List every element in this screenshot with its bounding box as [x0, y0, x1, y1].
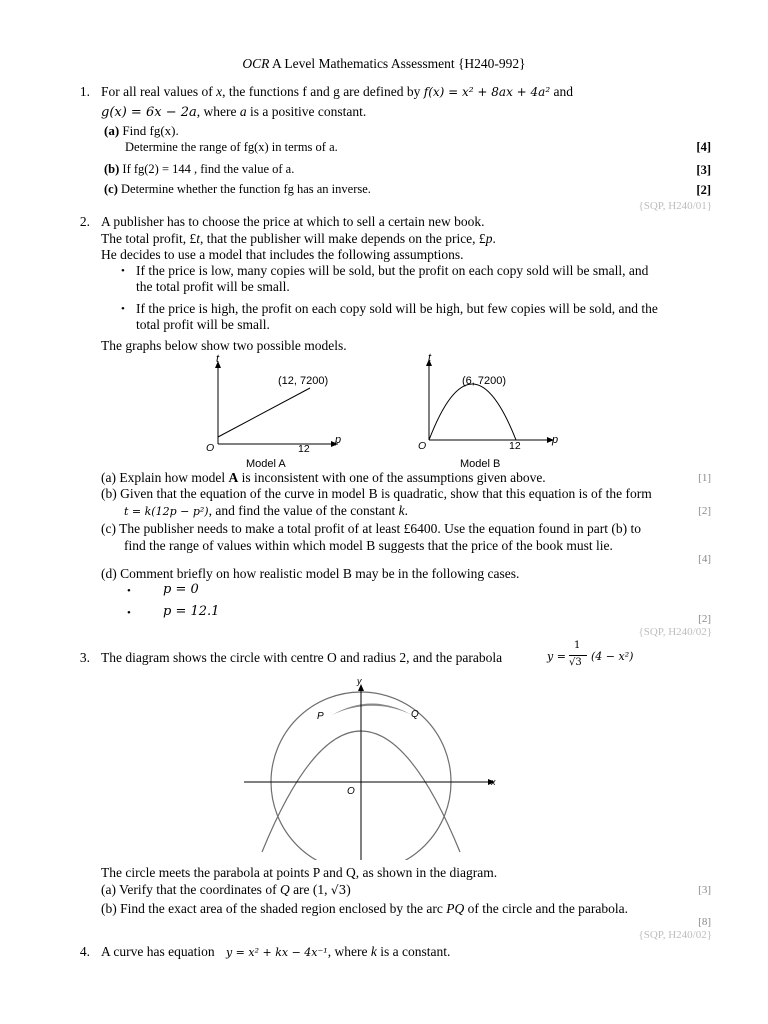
q2-part-c-line2: find the range of values within which model B suggests that the price of the book must lie. — [124, 538, 613, 553]
q2-part-d-mark: [2] — [698, 613, 711, 625]
q2-part-d: (d) Comment briefly on how realistic model B may be in the following cases. — [101, 566, 520, 581]
q2-line3: He decides to use a model that includes the following assumptions. — [101, 247, 464, 262]
point-q-label: Q — [411, 709, 419, 720]
axis-label-x: x — [491, 777, 496, 787]
q2-part-c-mark: [4] — [698, 553, 711, 565]
q2-assumption-1: If the price is low, many copies will be sold, but the profit on each copy sold will be small, and — [136, 263, 649, 278]
axis-label-t: t — [428, 352, 432, 364]
q3-part-b: (b) Find the exact area of the shaded region enclosed by the arc PQ of the circle and the parabola. — [101, 901, 629, 916]
axis-label-y: y — [357, 676, 362, 686]
point-label: (6, 7200) — [462, 375, 507, 387]
origin-label: O — [206, 442, 215, 454]
q1-line2: g(x) = 6x − 2a, where a is a positive constant. — [101, 104, 367, 120]
q1-part-b: (b) If fg(2) = 144 , find the value of a. — [104, 162, 295, 176]
q1-source-ref: {SQP, H240/01} — [638, 200, 712, 212]
q3-part-a-mark: [3] — [698, 884, 711, 896]
q2-part-d-case-1: p = 0 — [163, 582, 199, 597]
question-number-4: 4. — [79, 944, 90, 959]
q3-part-a: (a) Verify that the coordinates of Q are (1, √3) — [101, 882, 351, 897]
axis-label-t: t — [216, 353, 220, 365]
q2-assumption-1-cont: the total profit will be small. — [136, 279, 290, 294]
q3-parabola-equation: y = 1 √3 (4 − x²) — [547, 640, 634, 668]
model-a-line — [218, 388, 310, 437]
q2-part-b: (b) Given that the equation of the curve in model B is quadratic, show that this equation is of the form — [101, 486, 652, 501]
origin-label: O — [418, 440, 427, 452]
q2-graphs-intro: The graphs below show two possible models. — [101, 338, 347, 353]
q2-part-b-mark: [2] — [698, 505, 711, 517]
q2-part-c: (c) The publisher needs to make a total profit of at least £6400. Use the equation found in part (b) to — [101, 521, 641, 536]
q1-part-b-mark: [3] — [696, 163, 711, 177]
q2-part-b-line2: t = k(12p − p²), and find the value of the constant k. — [124, 503, 409, 518]
page-title: OCR A Level Mathematics Assessment {H240-992} — [242, 56, 526, 71]
q2-assumption-2-cont: total profit will be small. — [136, 317, 270, 332]
q1-part-a: (a) Find fg(x). — [104, 123, 179, 138]
q1-line1: For all real values of x, the functions f and g are defined by f(x) = x² + 8ax + 4a² and — [101, 84, 574, 99]
question-number-1: 1. — [79, 84, 90, 99]
bullet-icon: • — [121, 303, 125, 315]
axis-label-p: p — [552, 434, 559, 446]
axis-label-p: p — [335, 434, 342, 446]
q2-source-ref: {SQP, H240/02} — [638, 626, 712, 638]
origin-label: O — [347, 786, 355, 797]
q3-source-ref: {SQP, H240/02} — [638, 929, 712, 941]
model-a-graph — [190, 352, 360, 470]
q3-part-b-mark: [8] — [698, 916, 711, 928]
q2-part-a: (a) Explain how model A is inconsistent with one of the assumptions given above. — [101, 470, 546, 485]
tick-label-12: 12 — [298, 443, 310, 455]
model-b-curve — [429, 384, 516, 440]
q2-line2: The total profit, £t, that the publisher will make depends on the price, £p. — [101, 231, 496, 246]
question-number-2: 2. — [79, 214, 90, 229]
circle-parabola-diagram — [244, 676, 500, 860]
model-a-caption: Model A — [246, 458, 286, 470]
model-b-caption: Model B — [460, 458, 501, 470]
shaded-region — [332, 704, 412, 716]
q1-part-c-mark: [2] — [696, 183, 711, 197]
bullet-icon: • — [127, 607, 131, 619]
point-p-label: P — [317, 711, 324, 722]
q2-assumption-2: If the price is high, the profit on each copy sold will be high, but few copies will be sold, and the — [136, 301, 658, 316]
q2-line1: A publisher has to choose the price at which to sell a certain new book. — [101, 214, 485, 229]
q1-part-a-mark: [4] — [696, 140, 711, 154]
q2-part-d-case-2: p = 12.1 — [163, 604, 220, 619]
q2-part-a-mark: [1] — [698, 472, 711, 484]
model-b-graph — [404, 352, 574, 470]
point-label: (12, 7200) — [278, 375, 329, 387]
q4-line1: A curve has equation y = x² + kx − 4x⁻¹, where k is a constant. — [101, 944, 451, 959]
q1-part-c: (c) Determine whether the function fg has an inverse. — [104, 182, 371, 196]
question-number-3: 3. — [79, 650, 90, 665]
bullet-icon: • — [121, 265, 125, 277]
tick-label-12: 12 — [509, 440, 521, 452]
q3-line1: The diagram shows the circle with centre O and radius 2, and the parabola — [101, 650, 503, 665]
bullet-icon: • — [127, 585, 131, 597]
q3-line2: The circle meets the parabola at points P and Q, as shown in the diagram. — [101, 865, 498, 880]
q1-part-a-line2: Determine the range of fg(x) in terms of a. — [125, 140, 338, 154]
